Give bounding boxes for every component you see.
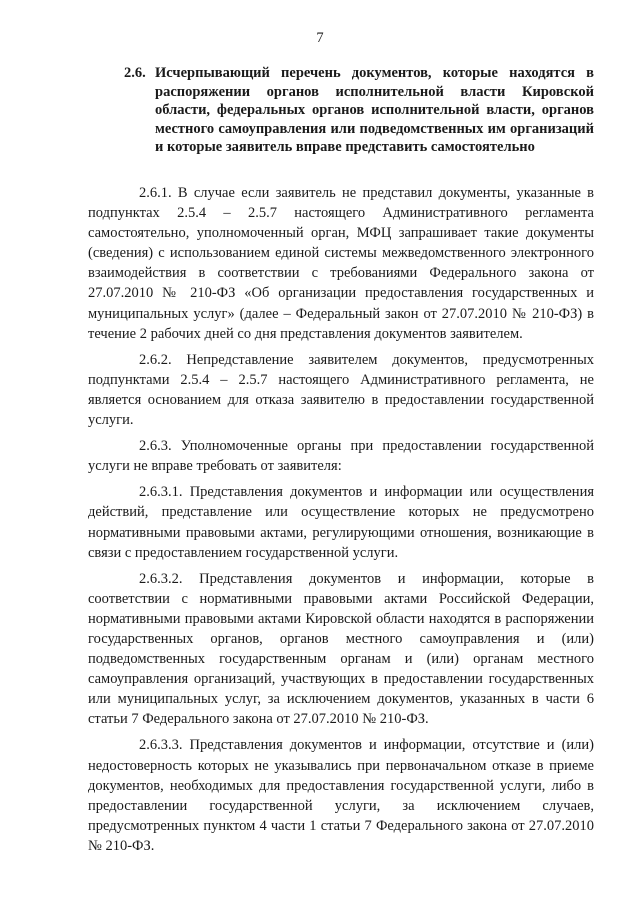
paragraph-2-6-3-2: 2.6.3.2. Представления документов и информации, которые в соответствии с нормативными правовыми актами Российской Федерации, нормативными правовыми актами Кировской области находятся в распоряжении государственных органов, органов местного самоуправления и (или) подведомственных государственным органам и (или) органам местного самоуправления организаций, участвующих в предоставлении государственных или муниципальных услуг, за исключением документов, указанных в части 6 статьи 7 Федерального закона от 27.07.2010 № 210-ФЗ. (88, 570, 594, 728)
paragraph-2-6-3-1: 2.6.3.1. Представления документов и информации или осуществления действий, представление или осуществление которых не предусмотрено нормативными правовыми актами, регулирующими отношения, возникающие в связи с предоставлением государственной услуги. (88, 484, 594, 561)
paragraph-2-6-1: 2.6.1. В случае если заявитель не представил документы, указанные в подпунктах 2.5.4 – 2.5.7 настоящего Административного регламента самостоятельно, уполномоченный орган, МФЦ запрашивает такие документы (сведения) с использованием единой системы межведомственного электронного взаимодействия в соответствии с требованиями Федерального закона от 27.07.2010 № 210-ФЗ «Об организации предоставления государственных и муниципальных услуг» (далее – Федеральный закон от 27.07.2010 № 210-ФЗ) в течение 2 рабочих дней со дня представления документов заявителем. (88, 185, 594, 342)
paragraph-2-6-3: 2.6.3. Уполномоченные органы при предоставлении государственной услуги не вправе требовать от заявителя: (88, 438, 594, 475)
page-number: 7 (316, 30, 324, 46)
paragraph-2-6-2: 2.6.2. Непредставление заявителем документов, предусмотренных подпунктами 2.5.4 – 2.5.7 настоящего Административного регламента, не является основанием для отказа заявителю в предоставлении государственной услуги. (88, 351, 594, 429)
section-heading (124, 64, 594, 157)
section-title: Исчерпывающий перечень документов, которые находятся в распоряжении органов исполнительной власти Кировской области, федеральных органов исполнительной власти, органов местного самоуправления или подведомственных им организаций и которые заявитель вправе представить самостоятельно (155, 65, 594, 155)
section-number: 2.6. (124, 65, 146, 81)
paragraph-2-6-3-3: 2.6.3.3. Представления документов и информации, отсутствие и (или) недостоверность которых не указывались при первоначальном отказе в приеме документов, необходимых для предоставления государственной услуги, либо в предоставлении государственной услуги, за исключением случаев, предусмотренных пунктом 4 части 1 статьи 7 Федерального закона от 27.07.2010 № 210-ФЗ. (88, 737, 594, 854)
document-body (88, 183, 594, 862)
